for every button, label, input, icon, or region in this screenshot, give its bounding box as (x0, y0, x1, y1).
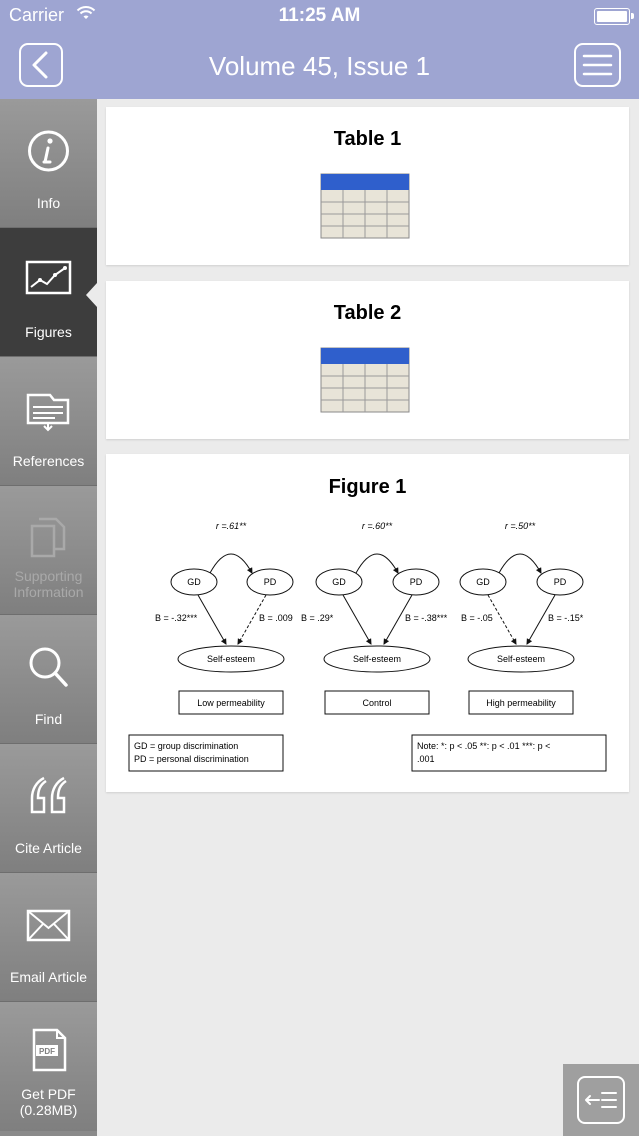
pd-node: PD (553, 577, 567, 587)
status-bar (0, 0, 639, 32)
toggle-sidebar-frame (577, 1076, 625, 1124)
pd-node: PD (409, 577, 423, 587)
pdf-icon (0, 1026, 97, 1074)
envelope-icon (0, 901, 97, 949)
sidebar-item-label: Get PDF (0.28MB) (19, 1086, 78, 1118)
figures-list (97, 99, 639, 1136)
card-title: Figure 1 (328, 476, 407, 498)
carrier-label: Carrier (9, 5, 65, 25)
supporting-information-icon (0, 514, 97, 562)
table-icon (320, 173, 410, 239)
sidebar (0, 99, 97, 1136)
selection-caret (86, 283, 97, 307)
sidebar-item-label: References (12, 453, 85, 469)
sidebar-item-email-article[interactable] (0, 873, 97, 1002)
info-icon (0, 127, 97, 175)
sidebar-item-figures[interactable] (0, 228, 97, 357)
sidebar-item-label: Find (34, 711, 63, 727)
condition-label: High permeability (486, 698, 556, 708)
table-icon (320, 347, 410, 413)
legend-line: GD = group discrimination (134, 741, 239, 751)
correlation-label: r =.50** (504, 521, 536, 531)
note-line: Note: *: p < .05 **: p < .01 ***: p < (417, 741, 551, 751)
sidebar-item-find[interactable] (0, 615, 97, 744)
card-title: Table 1 (333, 128, 402, 150)
gd-coefficient: B = -.05 (461, 613, 493, 623)
search-icon (0, 643, 97, 691)
gd-node: GD (476, 577, 490, 587)
hamburger-icon (576, 45, 619, 85)
outcome-node: Self-esteem (496, 654, 546, 664)
gd-coefficient: B = .29* (301, 613, 334, 623)
gd-node: GD (332, 577, 346, 587)
gd-coefficient: B = -.32*** (155, 613, 198, 623)
figure-note (412, 735, 606, 771)
figure-1-card[interactable] (106, 454, 629, 792)
quote-icon (0, 772, 97, 820)
legend-line: PD = personal discrimination (134, 754, 249, 764)
figure-panel-control (301, 521, 448, 714)
figure-1-thumbnail (126, 511, 610, 776)
correlation-label: r =.61** (215, 521, 247, 531)
figures-icon (0, 256, 97, 304)
card-title: Table 2 (333, 302, 402, 324)
table-2-card[interactable] (106, 281, 629, 439)
pd-node: PD (263, 577, 277, 587)
figure-panel-low-permeability (155, 521, 293, 714)
sidebar-item-label: Email Article (9, 969, 88, 985)
sidebar-item-supporting-information[interactable] (0, 486, 97, 615)
sidebar-item-label: Supporting Information (13, 568, 84, 600)
nav-bar (0, 32, 639, 99)
gd-node: GD (187, 577, 201, 587)
correlation-label: r =.60** (361, 521, 393, 531)
references-icon (0, 385, 97, 433)
sidebar-item-get-pdf[interactable] (0, 1002, 97, 1131)
battery-icon (594, 8, 630, 25)
clock: 11:25 AM (278, 5, 361, 26)
figure-legend (129, 735, 283, 771)
pd-coefficient: B = -.15* (548, 613, 584, 623)
sidebar-item-label: Cite Article (15, 840, 82, 856)
sidebar-item-label: Figures (25, 324, 72, 340)
toggle-sidebar-button[interactable] (563, 1064, 639, 1136)
note-line: .001 (417, 754, 435, 764)
outcome-node: Self-esteem (352, 654, 402, 664)
table-1-card[interactable] (106, 107, 629, 265)
page-title: Volume 45, Issue 1 (208, 51, 431, 81)
sidebar-item-references[interactable] (0, 357, 97, 486)
figure-panel-high-permeability (460, 521, 584, 714)
svg-text:PDF: PDF (39, 1047, 55, 1056)
condition-label: Control (362, 698, 392, 708)
pd-coefficient: B = -.38*** (405, 613, 448, 623)
sidebar-item-label: Info (36, 195, 61, 211)
menu-button[interactable] (574, 43, 621, 87)
condition-label: Low permeability (197, 698, 265, 708)
sidebar-item-info[interactable] (0, 99, 97, 228)
outcome-node: Self-esteem (206, 654, 256, 664)
pd-coefficient: B = .009 (259, 613, 293, 623)
sidebar-item-cite-article[interactable] (0, 744, 97, 873)
collapse-list-icon (579, 1078, 623, 1122)
